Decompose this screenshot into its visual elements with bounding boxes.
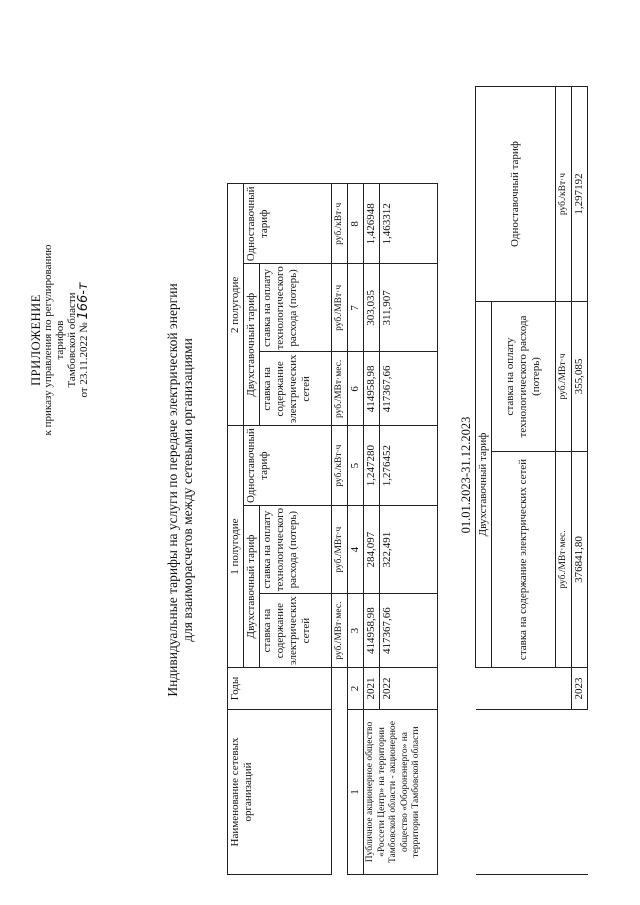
value-cell: 284,097	[364, 506, 380, 594]
header-two-part-1: Двухставочный тариф	[244, 506, 260, 668]
value-cell: 355,085	[572, 302, 588, 452]
appendix-title: ПРИЛОЖЕНИЕ	[29, 294, 43, 386]
year-cell: 2023	[572, 668, 588, 710]
table-row	[364, 184, 380, 875]
col-num: 4	[348, 506, 364, 594]
header-two-part-2: Двухставочный тариф	[244, 264, 260, 426]
value-cell: 1,276452	[380, 426, 438, 506]
unit-cell: руб./кВт·ч	[556, 87, 572, 302]
appendix-line-3	[78, 240, 90, 440]
unit-cell: руб./МВт·ч	[332, 506, 348, 594]
unit-cell: руб./МВт·мес.	[556, 452, 572, 668]
header-half-1: 1 полугодие	[228, 426, 244, 668]
title-line-1: Индивидуальные тарифы на услуги по передаче электрической энергии	[165, 283, 180, 697]
unit-cell: руб./МВт·мес.	[332, 594, 348, 668]
header-rate-losses-2023: ставка на оплату технологического расхода (потерь)	[492, 302, 556, 452]
col-num: 5	[348, 426, 364, 506]
header-one-part-2: Одноставочный тариф	[244, 184, 332, 264]
header-rate-losses-2: ставка на оплату технологического расхода (потерь)	[260, 264, 332, 352]
value-cell: 417367,66	[380, 352, 438, 426]
appendix-line-2: Тамбовской области	[66, 292, 78, 388]
header-one-part-2023: Одноставочный тариф	[476, 87, 556, 302]
value-cell: 376841,80	[572, 452, 588, 668]
value-cell: 414958,98	[364, 352, 380, 426]
header-half-2: 2 полугодие	[228, 184, 244, 426]
title-line-2: для взаиморасчетов между сетевыми организациями	[180, 338, 195, 642]
value-cell: 417367,66	[380, 594, 438, 668]
unit-cell: руб./МВт·ч	[332, 264, 348, 352]
value-cell: 1,297192	[572, 87, 588, 302]
tariff-table	[227, 183, 438, 875]
value-cell: 1,247280	[364, 426, 380, 506]
unit-cell: руб./кВт·ч	[332, 184, 348, 264]
col-num: 6	[348, 352, 364, 426]
value-cell: 1,426948	[364, 184, 380, 264]
header-rate-maintenance-2023: ставка на содержание электрических сетей	[492, 452, 556, 668]
column-numbers-row	[348, 184, 364, 875]
col-num: 1	[348, 710, 364, 875]
unit-cell: руб./кВт·ч	[332, 426, 348, 506]
header-rate-maintenance-1: ставка на содержание электрических сетей	[260, 594, 332, 668]
document-title	[165, 225, 195, 755]
appendix-line-1: к приказу управления по регулированию тарифов	[42, 244, 66, 436]
order-date: от 23.11.2022 №	[78, 322, 90, 398]
appendix-header	[30, 240, 90, 440]
value-cell: 303,035	[364, 264, 380, 352]
unit-cell: руб./МВт·ч	[556, 302, 572, 452]
header-rate-maintenance-2: ставка на содержание электрических сетей	[260, 352, 332, 426]
value-cell: 414958,98	[364, 594, 380, 668]
year-cell: 2022	[380, 668, 438, 710]
value-cell: 311,907	[380, 264, 438, 352]
col-num: 7	[348, 264, 364, 352]
header-org: Наименование сетевых организаций	[228, 710, 332, 875]
col-num: 3	[348, 594, 364, 668]
header-two-part-2023: Двухставочный тариф	[476, 302, 492, 668]
value-cell: 1,463312	[380, 184, 438, 264]
header-one-part-1: Одноставочный тариф	[244, 426, 332, 506]
period-label: 01.01.2023-31.12.2023	[459, 416, 473, 534]
col-num: 2	[348, 668, 364, 710]
unit-cell: руб./МВт·мес.	[332, 352, 348, 426]
col-num: 8	[348, 184, 364, 264]
header-rate-losses-1: ставка на оплату технологического расхода (потерь)	[260, 506, 332, 594]
value-cell: 322,491	[380, 506, 438, 594]
tariff-table-2023	[475, 86, 588, 875]
order-number-handwritten: 166-т	[76, 282, 91, 320]
org-name-cell: Публичное акционерное общество «Россети Центр» на территории Тамбовской области - акционерное общество «Оборонэнерго» на территории Тамбовской области	[364, 710, 438, 875]
year-cell: 2021	[364, 668, 380, 710]
header-years: Годы	[228, 668, 332, 710]
